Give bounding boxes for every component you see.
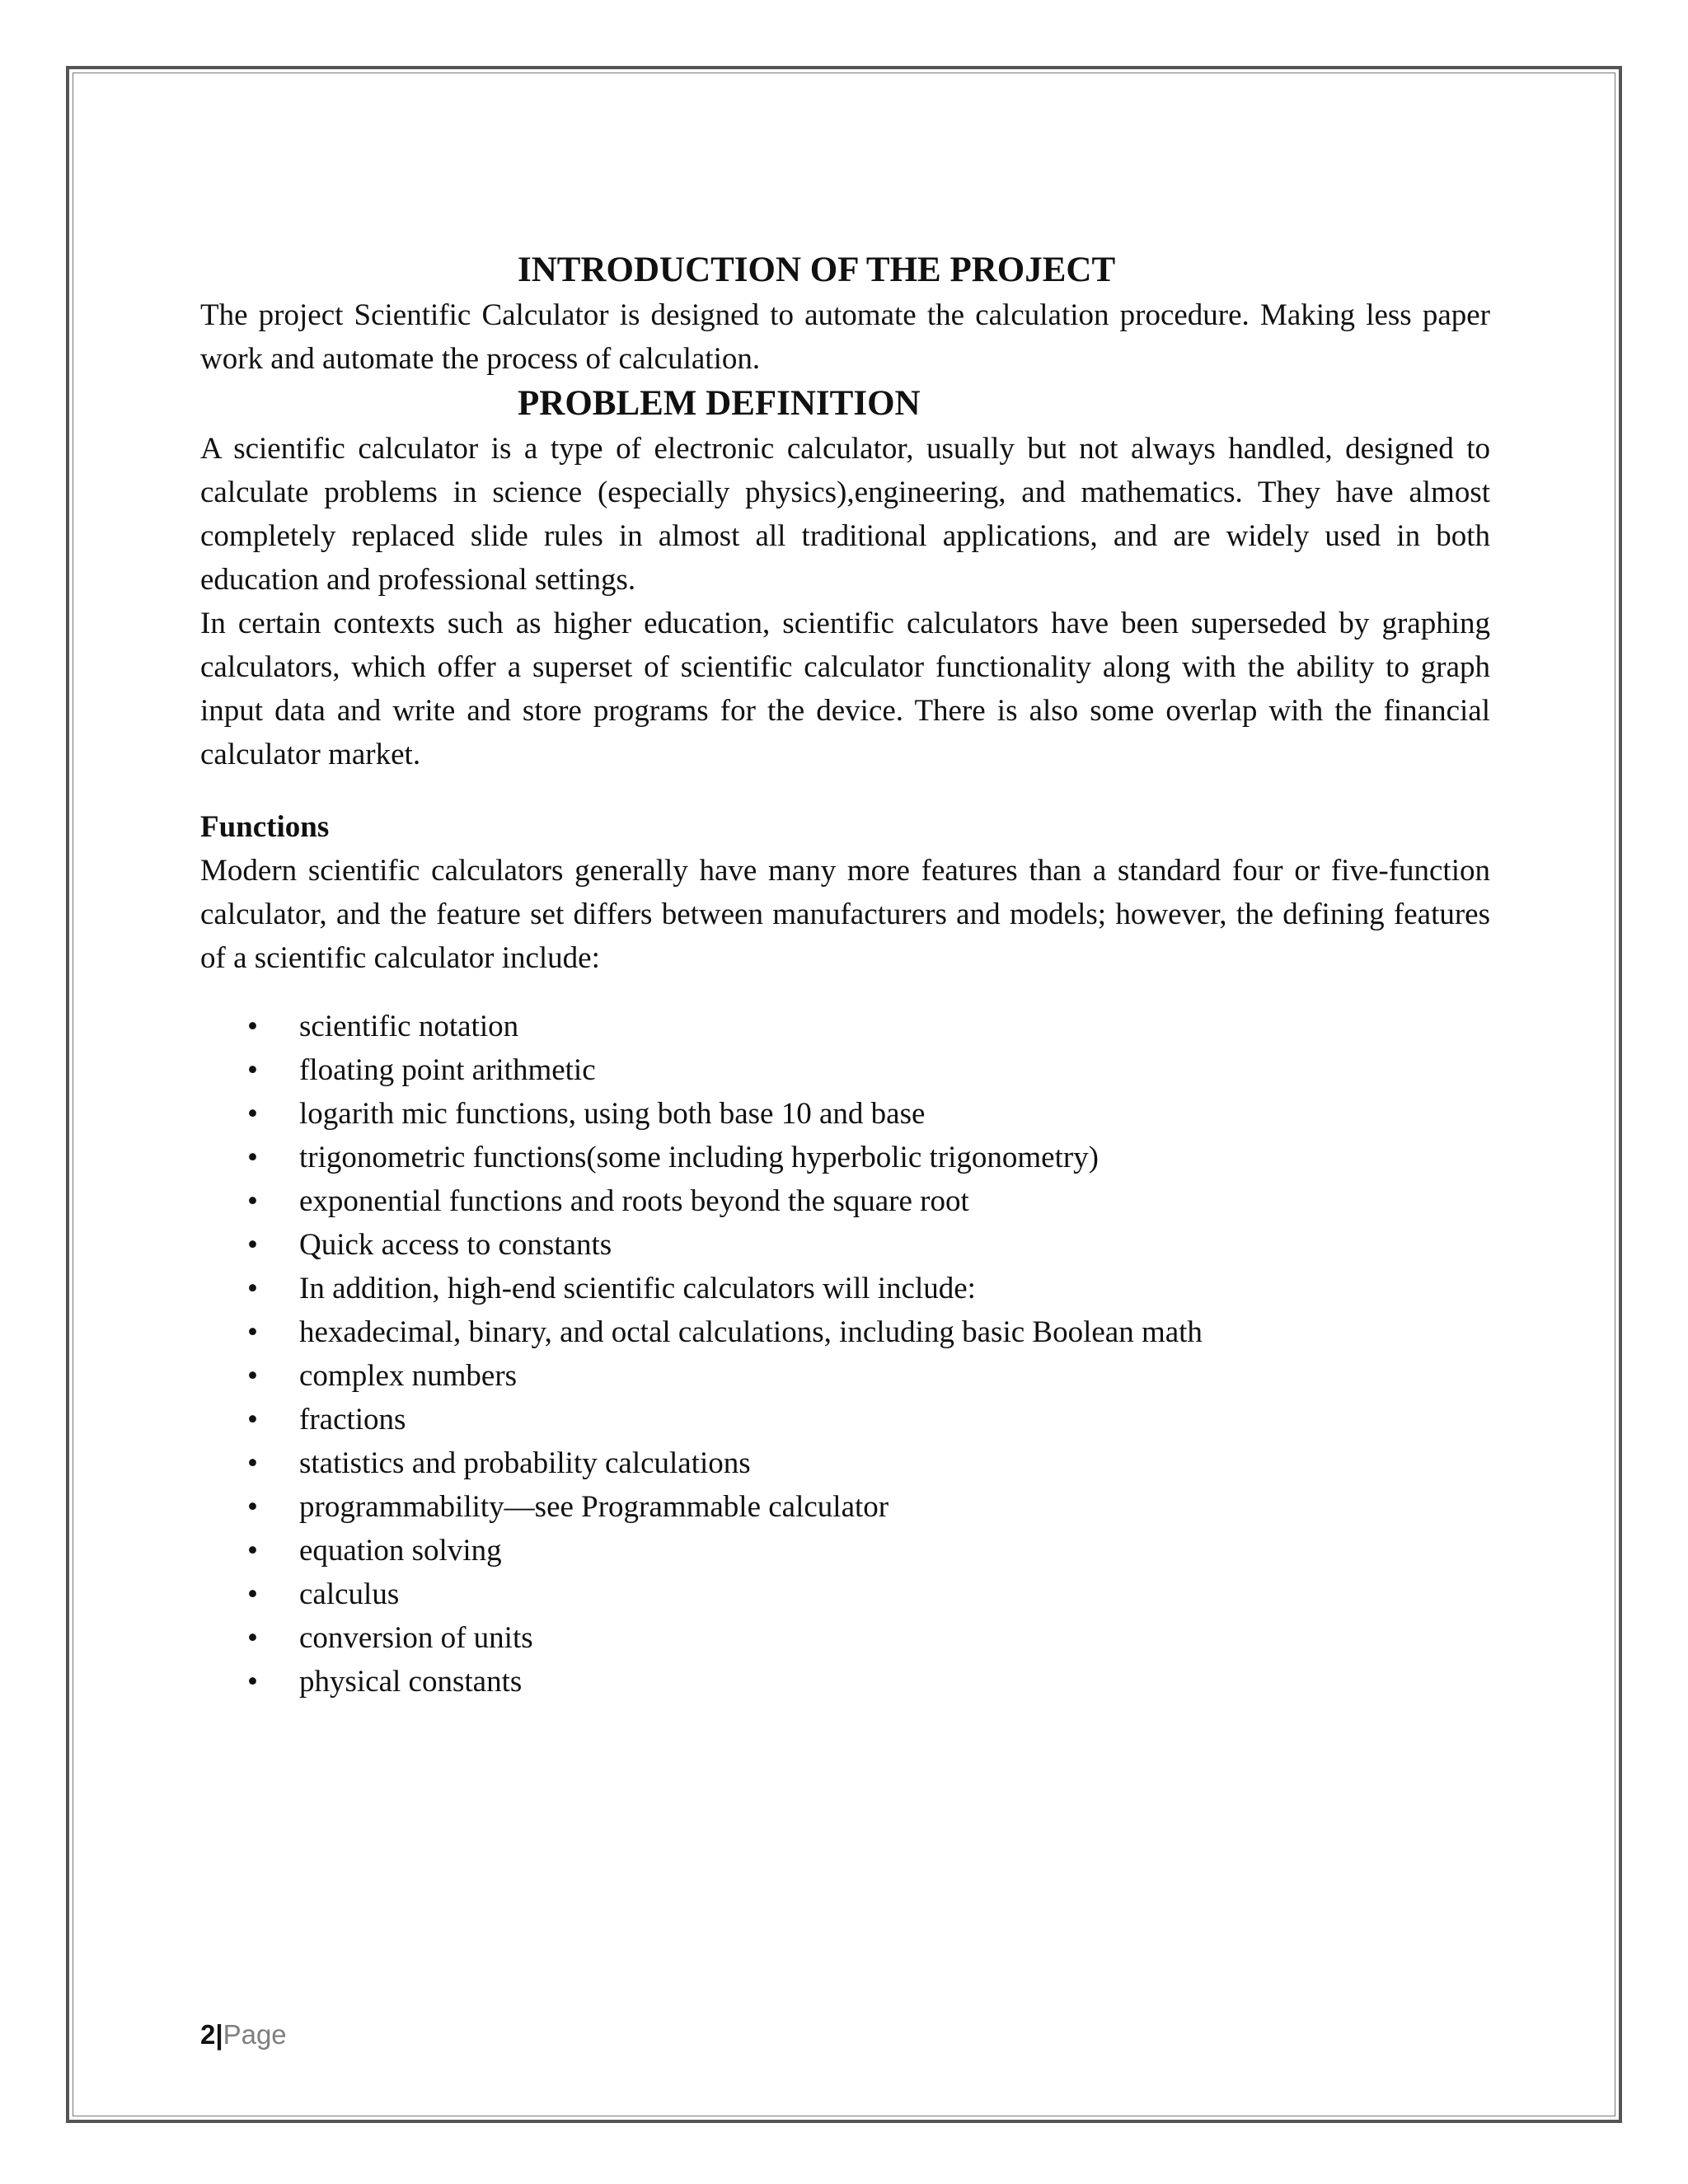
list-item	[200, 1092, 1490, 1136]
list-item-text: trigonometric functions(some including hyperbolic trigonometry)	[299, 1141, 1100, 1174]
list-item	[200, 1310, 1490, 1354]
page-footer	[200, 2017, 287, 2053]
bullet-icon: •	[247, 1534, 258, 1568]
list-item-text: fractions	[299, 1403, 406, 1436]
list-item-text: logarith mic functions, using both base 10 and base	[299, 1097, 926, 1131]
list-item-text: hexadecimal, binary, and octal calculations, including basic Boolean math	[299, 1315, 1203, 1349]
bullet-icon: •	[247, 1665, 258, 1699]
bullet-icon: •	[247, 1446, 258, 1480]
list-item-text: floating point arithmetic	[299, 1053, 596, 1087]
functions-heading: Functions	[200, 810, 330, 844]
list-item-text: exponential functions and roots beyond the square root	[299, 1184, 969, 1218]
list-item	[200, 1223, 1490, 1267]
bullet-icon: •	[247, 1053, 258, 1087]
list-item	[200, 1179, 1490, 1223]
list-item	[200, 1354, 1490, 1398]
bullet-icon: •	[247, 1490, 258, 1524]
list-item-text: programmability—see Programmable calculator	[299, 1490, 889, 1524]
list-item	[200, 1660, 1490, 1704]
list-item-text: In addition, high-end scientific calculators will include:	[299, 1272, 976, 1305]
list-item-text: calculus	[299, 1577, 400, 1611]
bullet-icon: •	[247, 1228, 258, 1262]
problem-paragraph-2: In certain contexts such as higher education, scientific calculators have been superseded by graphing calculators, which offer a superset of scientific calculator functionality along with the ability to graph input data and write and store programs for the device. There is also some overlap with the financial calculator market.	[200, 607, 1490, 771]
list-item	[200, 1267, 1490, 1310]
bullet-icon: •	[247, 1141, 258, 1174]
page-separator: |	[215, 2019, 223, 2050]
list-item-text: equation solving	[299, 1534, 502, 1568]
list-item	[200, 1048, 1490, 1092]
bullet-icon: •	[247, 1403, 258, 1436]
page-number: 2	[200, 2019, 216, 2050]
list-item	[200, 1136, 1490, 1179]
feature-list	[200, 1005, 1490, 1704]
intro-title: INTRODUCTION OF THE PROJECT	[518, 251, 1116, 289]
list-item	[200, 1616, 1490, 1660]
page-label: Page	[223, 2019, 287, 2050]
bullet-icon: •	[247, 1621, 258, 1655]
page-content	[200, 247, 1490, 1704]
functions-paragraph: Modern scientific calculators generally have many more features than a standard four or five-function calculator, and the feature set differs between manufacturers and models; however, the defining features of a scientific calculator include:	[200, 854, 1490, 975]
bullet-icon: •	[247, 1010, 258, 1043]
bullet-icon: •	[247, 1577, 258, 1611]
list-item-text: Quick access to constants	[299, 1228, 612, 1262]
problem-definition-title: PROBLEM DEFINITION	[518, 384, 921, 423]
list-item-text: conversion of units	[299, 1621, 533, 1655]
bullet-icon: •	[247, 1272, 258, 1305]
list-item-text: physical constants	[299, 1665, 523, 1699]
list-item	[200, 1572, 1490, 1616]
bullet-icon: •	[247, 1097, 258, 1131]
list-item-text: statistics and probability calculations	[299, 1446, 751, 1480]
bullet-icon: •	[247, 1184, 258, 1218]
problem-paragraph-1: A scientific calculator is a type of electronic calculator, usually but not always handled, designed to calculate problems in science (especially physics),engineering, and mathematics. They have almost completely replaced slide rules in almost all traditional applications, and are widely used in both education and professional settings.	[200, 432, 1490, 597]
list-item	[200, 1005, 1490, 1048]
bullet-icon: •	[247, 1315, 258, 1349]
intro-paragraph: The project Scientific Calculator is designed to automate the calculation procedure. Making less paper work and automate the process of calculation.	[200, 298, 1490, 376]
list-item	[200, 1529, 1490, 1572]
list-item-text: scientific notation	[299, 1010, 519, 1043]
list-item	[200, 1398, 1490, 1441]
bullet-icon: •	[247, 1359, 258, 1393]
list-item-text: complex numbers	[299, 1359, 518, 1393]
list-item	[200, 1441, 1490, 1485]
list-item	[200, 1485, 1490, 1529]
